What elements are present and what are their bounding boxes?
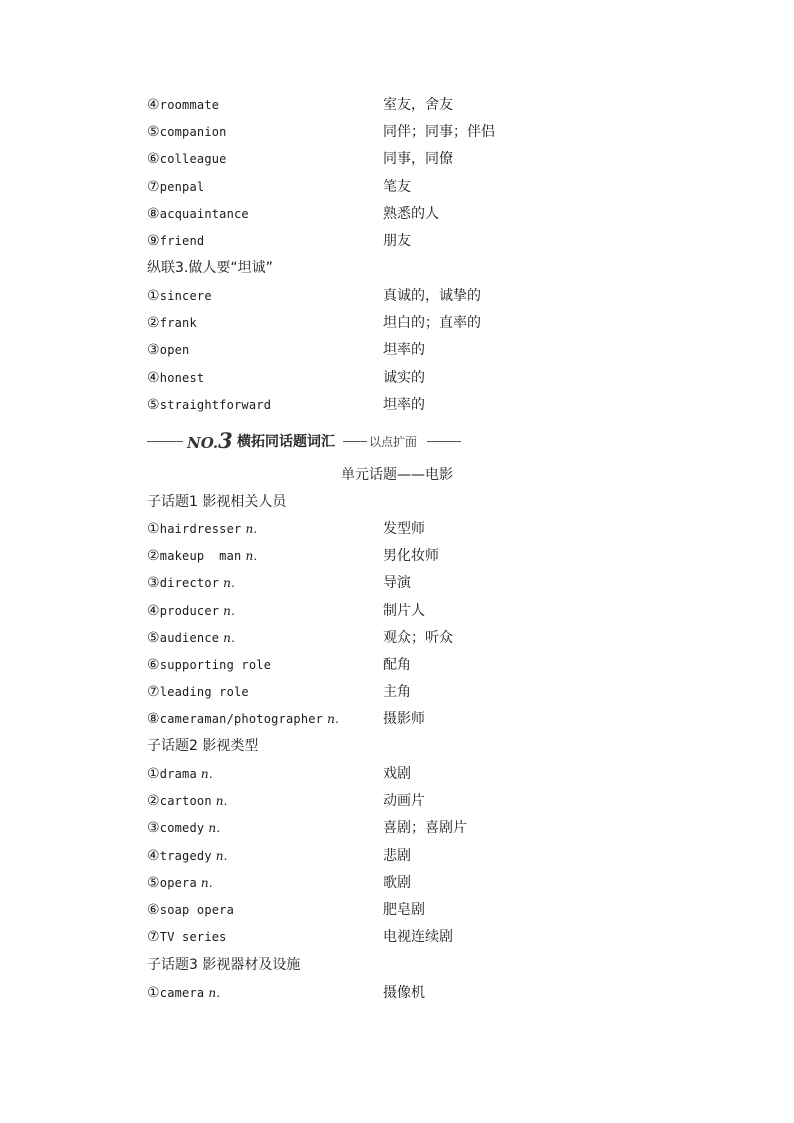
vocab-row xyxy=(147,146,667,173)
vocab-english xyxy=(147,706,339,733)
item-number-marker: ④ xyxy=(147,97,160,113)
part-of-speech: n. xyxy=(223,630,236,645)
vocab-word: director xyxy=(159,576,220,591)
vocab-word: tragedy xyxy=(159,848,212,863)
banner-rule-right xyxy=(427,441,461,442)
item-number-marker: ⑥ xyxy=(147,657,160,673)
banner-rule-left xyxy=(147,441,183,442)
vocab-chinese: 肥皂剧 xyxy=(383,902,425,918)
part-of-speech: n. xyxy=(245,522,258,536)
vocab-word: penpal xyxy=(159,179,205,194)
vocab-english xyxy=(147,843,228,870)
vocab-row xyxy=(147,201,667,228)
vocab-row xyxy=(147,761,667,788)
vocab-word: producer xyxy=(159,603,220,618)
vocab-chinese: 真诚的，诚挚的 xyxy=(383,288,481,304)
part-of-speech: n. xyxy=(223,576,236,591)
vocab-english xyxy=(147,516,257,543)
item-number-marker: ⑥ xyxy=(147,902,160,918)
vocab-chinese: 同伴；同事；伴侣 xyxy=(383,124,495,141)
vocab-word: soap opera xyxy=(159,903,235,917)
vocab-row xyxy=(147,310,667,337)
vocab-chinese: 摄影师 xyxy=(383,711,425,728)
subtopic-heading-1: 子话题1 影视相关人员 xyxy=(147,494,287,510)
vocab-chinese: 悲剧 xyxy=(383,847,411,864)
item-number-marker: ⑤ xyxy=(147,124,160,141)
vocab-word: drama xyxy=(159,767,197,781)
vocab-chinese: 室友，舍友 xyxy=(383,97,453,113)
vocab-row xyxy=(147,924,667,951)
vocab-chinese: 摄像机 xyxy=(383,985,425,1001)
item-number-marker: ⑤ xyxy=(147,874,160,891)
vocab-row xyxy=(147,679,667,706)
item-number-marker: ④ xyxy=(147,847,160,864)
vocab-row xyxy=(147,337,667,364)
vocab-chinese: 配角 xyxy=(383,657,411,673)
vocab-chinese: 同事，同僚 xyxy=(383,151,453,168)
item-number-marker: ④ xyxy=(147,369,160,386)
vocab-word: honest xyxy=(159,370,205,385)
item-number-marker: ② xyxy=(147,793,160,810)
item-number-marker: ② xyxy=(147,315,160,332)
part-of-speech: n. xyxy=(223,603,236,618)
vocab-row xyxy=(147,174,667,201)
vocab-english xyxy=(147,570,235,597)
part-of-speech: n. xyxy=(215,848,228,863)
vocab-word: hairdresser xyxy=(159,522,242,536)
section-heading-zonglian3: 纵联3.做人要“坦诚” xyxy=(147,260,273,276)
item-number-marker: ③ xyxy=(147,342,160,359)
vocab-row xyxy=(147,843,667,870)
vocab-word: makeup man xyxy=(159,549,242,564)
vocab-row xyxy=(147,392,667,419)
vocab-row xyxy=(147,516,667,543)
vocab-row xyxy=(147,897,667,924)
subtopic-heading-3: 子话题3 影视器材及设施 xyxy=(147,957,301,973)
vocab-english xyxy=(147,815,220,842)
vocab-english xyxy=(147,92,219,119)
vocab-row xyxy=(147,543,667,570)
vocab-word: straightforward xyxy=(159,397,272,412)
item-number-marker: ⑤ xyxy=(147,629,160,646)
item-number-marker: ① xyxy=(147,985,160,1001)
vocab-english xyxy=(147,598,235,625)
vocab-chinese: 坦率的 xyxy=(383,342,425,359)
vocab-chinese: 朋友 xyxy=(383,233,411,249)
item-number-marker: ① xyxy=(147,521,160,537)
part-of-speech: n. xyxy=(215,794,228,809)
vocab-word: friend xyxy=(159,234,205,248)
vocab-chinese: 笔友 xyxy=(383,178,411,195)
vocab-chinese: 歌剧 xyxy=(383,874,411,891)
vocab-word: audience xyxy=(159,630,220,645)
banner-subtitle: 以点扩面 xyxy=(369,435,418,449)
vocab-english xyxy=(147,365,204,392)
item-number-marker: ⑦ xyxy=(147,178,160,195)
item-number-marker: ⑨ xyxy=(147,233,160,249)
vocab-english xyxy=(147,897,234,924)
vocab-row xyxy=(147,815,667,842)
vocab-english xyxy=(147,119,227,146)
vocab-english xyxy=(147,392,271,419)
item-number-marker: ⑦ xyxy=(147,684,160,701)
vocab-word: acquaintance xyxy=(159,206,249,221)
vocab-row xyxy=(147,228,667,255)
vocab-english xyxy=(147,310,197,337)
vocab-word: sincere xyxy=(159,289,212,303)
vocab-word: camera xyxy=(159,986,205,1000)
unit-topic-title: 单元话题——电影 xyxy=(341,467,453,483)
vocab-chinese: 制片人 xyxy=(383,602,425,619)
vocab-english xyxy=(147,924,227,951)
vocab-chinese: 喜剧；喜剧片 xyxy=(383,820,467,837)
vocab-word: open xyxy=(159,343,190,358)
vocab-english xyxy=(147,679,249,706)
banner-rule-middle xyxy=(343,441,367,442)
vocab-chinese: 动画片 xyxy=(383,793,425,810)
vocab-word: comedy xyxy=(159,821,205,836)
item-number-marker: ④ xyxy=(147,602,160,619)
item-number-marker: ⑧ xyxy=(147,711,160,728)
banner-number: NO.3 xyxy=(187,428,233,453)
vocab-english xyxy=(147,652,271,679)
vocab-row xyxy=(147,980,667,1007)
vocab-row xyxy=(147,365,667,392)
item-number-marker: ⑥ xyxy=(147,151,160,168)
vocab-chinese: 诚实的 xyxy=(383,369,425,386)
vocab-row xyxy=(147,625,667,652)
vocab-english xyxy=(147,174,204,201)
vocab-english xyxy=(147,201,249,228)
part-of-speech: n. xyxy=(200,767,213,781)
vocab-english xyxy=(147,870,213,897)
vocab-word: companion xyxy=(159,125,227,140)
vocab-english xyxy=(147,146,227,173)
vocab-row xyxy=(147,788,667,815)
vocab-row xyxy=(147,706,667,733)
vocab-row xyxy=(147,652,667,679)
vocab-chinese: 观众；听众 xyxy=(383,629,453,646)
vocab-english xyxy=(147,788,228,815)
part-of-speech: n. xyxy=(200,875,213,890)
item-number-marker: ③ xyxy=(147,575,160,592)
vocab-word: roommate xyxy=(159,98,220,112)
item-number-marker: ① xyxy=(147,766,160,782)
vocab-chinese: 坦率的 xyxy=(383,396,425,413)
vocab-chinese: 电视连续剧 xyxy=(383,929,453,946)
vocab-word: frank xyxy=(159,316,197,331)
vocab-row xyxy=(147,119,667,146)
vocab-word: leading role xyxy=(159,685,249,700)
vocab-chinese: 发型师 xyxy=(383,521,425,537)
vocab-row xyxy=(147,870,667,897)
vocab-word: TV series xyxy=(159,930,227,945)
vocab-word: opera xyxy=(159,875,197,890)
vocab-row xyxy=(147,598,667,625)
vocab-word: cartoon xyxy=(159,794,212,809)
vocab-chinese: 戏剧 xyxy=(383,766,411,782)
vocab-chinese: 男化妆师 xyxy=(383,548,439,565)
vocab-word: colleague xyxy=(159,152,227,167)
subtopic-heading-2: 子话题2 影视类型 xyxy=(147,738,259,754)
vocab-english xyxy=(147,543,257,570)
vocab-english xyxy=(147,228,204,255)
item-number-marker: ① xyxy=(147,288,160,304)
vocab-chinese: 熟悉的人 xyxy=(383,205,439,222)
vocab-english xyxy=(147,761,213,788)
vocab-row xyxy=(147,92,667,119)
vocab-word: supporting role xyxy=(159,658,272,672)
vocab-english xyxy=(147,625,235,652)
banner-title: 横拓同话题词汇 xyxy=(237,434,335,450)
item-number-marker: ⑧ xyxy=(147,205,160,222)
vocab-english xyxy=(147,337,189,364)
part-of-speech: n. xyxy=(208,986,221,1000)
vocab-word: cameraman/photographer xyxy=(159,712,324,727)
part-of-speech: n. xyxy=(245,549,258,564)
item-number-marker: ⑦ xyxy=(147,929,160,946)
part-of-speech: n. xyxy=(208,821,221,836)
vocab-row xyxy=(147,283,667,310)
item-number-marker: ② xyxy=(147,548,160,565)
section-banner xyxy=(147,427,467,455)
vocab-chinese: 坦白的；直率的 xyxy=(383,315,481,332)
item-number-marker: ③ xyxy=(147,820,160,837)
item-number-marker: ⑤ xyxy=(147,396,160,413)
vocab-english xyxy=(147,283,212,310)
vocab-chinese: 主角 xyxy=(383,684,411,701)
part-of-speech: n. xyxy=(327,712,340,727)
vocab-chinese: 导演 xyxy=(383,575,411,592)
vocab-english xyxy=(147,980,220,1007)
vocab-row xyxy=(147,570,667,597)
